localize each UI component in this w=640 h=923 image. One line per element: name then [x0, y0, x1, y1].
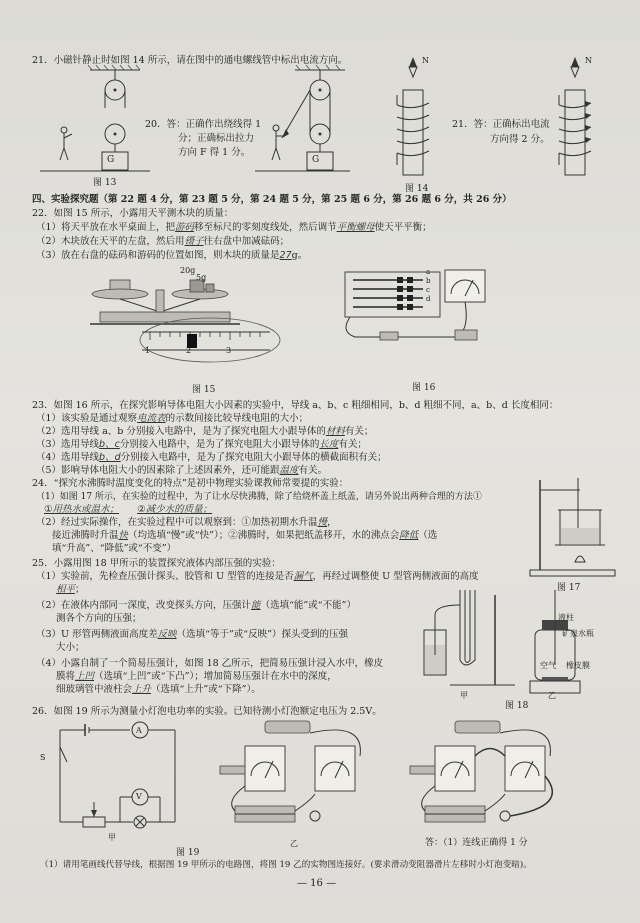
fig18-pressure-gauge [420, 585, 580, 697]
weight-label-left: G [107, 155, 115, 165]
answer21-line1: 21．答：正确标出电流 [452, 119, 550, 130]
q23-line2: （2）选用导线 a、b 分别接入电路中，是为了探究电阻大小跟导体的材料有关； [36, 426, 374, 437]
q23-line3: （3）选用导线b、c分别接入电路中，是为了探究电阻大小跟导体的长度有关； [36, 439, 367, 450]
q21-text: 21．小磁针静止时如图 14 所示，请在图中的通电螺线管中标出电流方向。 [32, 55, 348, 66]
q25-line1b: 相平； [56, 584, 85, 595]
fig19-caption: 图 19 [176, 848, 200, 858]
fig16-resistance-board [345, 262, 525, 352]
q23-line1: （1）该实验是通过观察电流表的示数间接比较导线电阻的大小； [36, 413, 309, 424]
q22-stem: 22．如图 15 所示，小露用天平测木块的质量： [32, 208, 234, 219]
q24-line2: （2）经过实际操作，在实验过程中可以观察到：①加热初期水升温慢， [36, 517, 337, 528]
switch-label: S [40, 753, 46, 762]
north-label-left: N [422, 56, 429, 65]
voltmeter-label: V [136, 792, 142, 801]
fig17-caption: 图 17 [557, 583, 581, 593]
fig19-label-yi: 乙 [290, 839, 298, 848]
fig17-boiling-apparatus [530, 470, 620, 578]
q26-line1: （1）请用笔画线代替导线，根据图 19 甲所示的电路图，将图 19 乙的实物图连接好。(要求滑动变阻器滑片左移时小灯泡变暗)。 [40, 860, 532, 870]
fig15-caption: 图 15 [192, 385, 216, 395]
q24-stem: 24．“探究水沸腾时温度变化的特点”是初中物理实验课教师常要提的实验： [32, 478, 349, 489]
answer20-line2: 分；正确标出拉力 [178, 133, 255, 144]
fig18-caption: 图 18 [505, 701, 529, 711]
q25-line3: （3）U 形管两侧液面高度差反映（选填“等于”或“反映”）探头受到的压强 [36, 629, 349, 640]
q26-stem: 26．如图 19 所示为测量小灯泡电功率的实验。已知待测小灯泡额定电压为 2.5V。 [32, 706, 382, 717]
q24-line4: 填“升高”、“降低”或“不变”） [52, 543, 177, 554]
q23-line5: （5）影响导体电阻大小的因素除了上述因素外，还可能跟温度有关。 [36, 465, 328, 476]
fig19-physical-circuit-left [215, 716, 395, 834]
label-air: 空气 [540, 661, 556, 670]
q24-line3: 接近沸腾时升温快（均选填“慢”或“快”）；②沸腾时，如果把纸盖移开，水的沸点会降低（选 [52, 530, 438, 541]
scale-2: 2 [186, 346, 192, 355]
fig13-caption: 图 13 [93, 178, 117, 188]
q25-line1: （1）实验前，先检查压强计探头、胶管和 U 型管的连接是否漏气，再经过调整使 U 型管两侧液面的高度 [36, 571, 479, 582]
fig19-circuit-diagram [55, 722, 195, 832]
q22-line3: （3）放在右盘的砝码和游码的位置如图，则木块的质量是27g。 [36, 250, 308, 261]
fig14-caption: 图 14 [405, 184, 429, 194]
q24-line1: （1）如图 17 所示，在实验的过程中，为了让水尽快沸腾，除了给烧杯盖上纸盖，请另外说出两种合理的方法① [36, 492, 482, 502]
fig19-physical-circuit-right [405, 716, 585, 834]
answer20-line1: 20．答：正确作出绕线得 1 [145, 119, 262, 130]
q25-line2: （2）在液体内部同一深度，改变探头方向，压强计能（选填“能”或“不能”） [36, 600, 356, 611]
q24-answers: ①用热水或温水； ②减少水的质量； [44, 504, 213, 515]
q26-answer: 答：（1）连线正确得 1 分 [425, 838, 528, 848]
label-liquid-column: 液柱 [558, 613, 574, 622]
north-label-right: N [585, 56, 592, 65]
fig15-balance-diagram [90, 262, 290, 377]
q23-line4: （4）选用导线b、d分别接入电路中，是为了探究电阻大小跟导体的横截面积有关； [36, 452, 387, 463]
q25-line2b: 测各个方向的压强； [56, 613, 142, 624]
answer20-line3: 方向 F 得 1 分。 [178, 147, 251, 158]
fig19-label-jia: 甲 [108, 833, 116, 842]
fig16-caption: 图 16 [412, 383, 436, 393]
answer21-line2: 方向得 2 分。 [490, 134, 550, 145]
page-number: — 16 — [297, 878, 337, 889]
scale-3: 3 [226, 346, 232, 355]
label-bottle: 矿泉水瓶 [562, 629, 594, 638]
q25-line4c: 细玻璃管中液柱会上升（选填“上升”或“下降”）。 [56, 684, 261, 695]
fig18-label-jia: 甲 [460, 691, 468, 700]
weight-5g: 5g [196, 273, 207, 282]
ammeter-label: A [136, 726, 142, 735]
q25-line3b: 大小； [56, 642, 85, 653]
fig14-solenoid-diagram [395, 55, 595, 180]
section4-heading: 四、实验探究题（第 22 题 4 分，第 23 题 5 分，第 24 题 5 分，第 25 题 6 分，第 26 题 6 分，共 26 分） [32, 194, 512, 205]
q25-stem: 25．小露用图 18 甲所示的装置探究液体内部压强的实验： [32, 558, 281, 569]
q25-line4: （4）小露自制了一个简易压强计，如图 18 乙所示，把简易压强计浸入水中，橡皮 [36, 658, 384, 669]
weight-20g: 20g [180, 266, 196, 275]
fig18-label-yi: 乙 [548, 691, 556, 700]
q22-line2: （2）木块放在天平的左盘，然后用镊子往右盘中加减砝码； [36, 236, 290, 247]
q25-line4b: 膜将上凹（选填“上凹”或“下凸”）；增加简易压强计在水中的深度， [56, 671, 337, 682]
wire-labels: a b c d [426, 268, 431, 303]
q23-stem: 23．如图 16 所示，在探究影响导体电阻大小因素的实验中，导线 a、b、c 粗细相同，b、d 粗细不同，a、b、d 长度相同： [32, 400, 559, 411]
q22-line1: （1）将天平放在水平桌面上，把游码移至标尺的零刻度线处，然后调节平衡螺母使天平平衡； [36, 222, 432, 233]
weight-label-right: G [312, 155, 320, 165]
label-rubber-film: 橡皮膜 [566, 661, 590, 670]
scale-1: 1 [145, 346, 151, 355]
